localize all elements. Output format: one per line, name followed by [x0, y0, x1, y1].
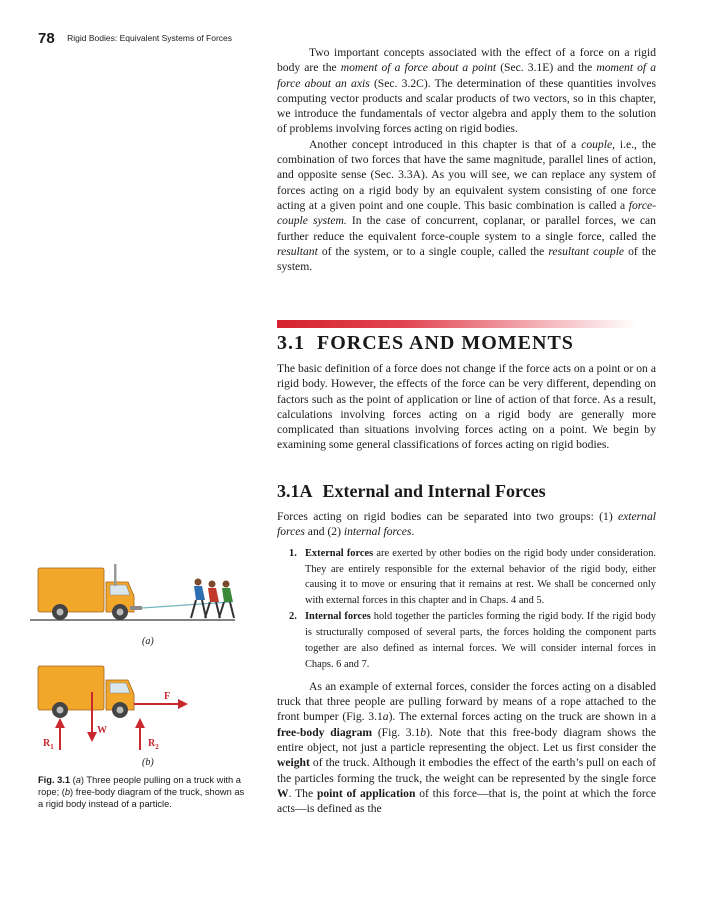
- running-title: Rigid Bodies: Equivalent Systems of Forces: [67, 33, 233, 43]
- subsection-body: [277, 509, 656, 817]
- section-number: 3.1: [277, 332, 305, 354]
- reaction-r2-label: $R_2$: [148, 738, 159, 751]
- intro-paragraph-2: [277, 137, 656, 275]
- section-heading: [277, 332, 574, 355]
- page-header: [38, 30, 232, 48]
- list-item-number: 2.: [289, 611, 297, 623]
- subsection-intro: [277, 509, 656, 540]
- emphasis-text: b: [64, 787, 71, 798]
- text-run: hold together the particles forming the rigid body. If the rigid body is structurally composed of several parts, the forces holding the component parts together are also defined as internal forces. We will consider internal forces in Chaps. 6 and 7.: [305, 611, 656, 670]
- text-run: and (2): [304, 525, 344, 539]
- figure-caption-label: Fig. 3.1: [38, 775, 71, 785]
- section-body: [277, 361, 656, 453]
- people-pulling-icon: [191, 579, 234, 619]
- intro-paragraph-1: [277, 45, 656, 137]
- figure-b-label: (b): [142, 757, 154, 768]
- subsection-number: 3.1A: [277, 481, 313, 501]
- text-run: of the system.: [277, 244, 656, 274]
- text-run: are exerted by other bodies on the rigid body under consideration. They are entirely responsible for the external behavior of the rigid body, either causing it to move or ensuring that it remains at rest. We shall be concerned only with external forces in this chapter and in Chaps. 4 and 5.: [305, 547, 656, 607]
- force-f-label: F: [164, 691, 171, 702]
- emphasis-text: a: [382, 710, 389, 724]
- key-term: weight: [277, 756, 310, 770]
- figure-a-truck-illustration: [30, 556, 240, 636]
- key-term: free-body diagram: [277, 725, 373, 739]
- text-run: (Sec. 3.1E) and the: [496, 61, 597, 75]
- emphasis-text: force-couple system.: [277, 198, 656, 228]
- emphasis-text: couple,: [581, 137, 615, 151]
- key-term: W: [277, 786, 289, 800]
- text-run: of the system, or to a single couple, called the: [317, 244, 549, 258]
- text-run: The basic definition of a force does not change if the force acts on a point or on a rigid body. However, the effects of the force can be very different, depending on factors such as the point of application or line of action of that force. As a result, calculations involving forces acting on a rigid body are generally more complicated than situations involving forces acting on a point. We begin by examining some general classifications of forces acting on rigid bodies.: [277, 362, 656, 452]
- truck-body-icon: [38, 666, 134, 718]
- text-run: .: [411, 525, 415, 539]
- list-item-number: 1.: [289, 547, 297, 559]
- reaction-r2-arrow: [135, 718, 145, 750]
- reaction-r1-arrow: [55, 718, 65, 750]
- key-term: point of application: [316, 786, 416, 800]
- subsection-heading: [277, 481, 546, 502]
- section-rule: [277, 320, 637, 328]
- figure-b-free-body-diagram: [30, 662, 240, 754]
- text-run: ) Three people pulling on a truck with a rope; (: [38, 775, 241, 798]
- page-number: 78: [38, 30, 55, 47]
- emphasis-text: moment of a force about a point: [340, 61, 497, 75]
- text-run: i.e., the combination of two forces that have the same magnitude, parallel lines of action, and opposite sense (Sec. 3.3A). As you will see, we can replace any system of forces acting on a rigid body by an equivalent system consisting of one force acting at a given point and one couple. This basic combination is called a: [277, 137, 656, 212]
- text-run: . The: [288, 786, 317, 800]
- emphasis-text: external forces: [277, 510, 656, 539]
- list-item-text: [305, 611, 656, 670]
- force-f-arrow: [134, 699, 188, 709]
- figure-a-label: (a): [142, 636, 154, 647]
- key-term: Internal forces: [305, 611, 371, 623]
- example-paragraph: [277, 679, 656, 817]
- subsection-title: External and Internal Forces: [322, 481, 546, 501]
- text-run: (: [70, 775, 76, 785]
- emphasis-text: resultant couple: [548, 244, 625, 258]
- figure-caption: [38, 774, 250, 811]
- text-run: (Sec. 3.2C). The determination of these quantities involves computing vector products and scalar products of two vectors, so in this chapter, we introduce the fundamentals of vector algebra and apply them to the solution of problems involving forces acting on rigid bodies.: [277, 76, 656, 136]
- text-run: Two important concepts associated with the effect of a force on a rigid body are the: [277, 46, 656, 75]
- emphasis-text: internal forces: [343, 525, 412, 539]
- weight-w-label: W: [97, 725, 107, 736]
- text-run: of the truck. Although it embodies the effect of the earth’s pull on each of the particles forming the truck, the weight can be represented by the single force: [277, 756, 656, 785]
- text-run: In the case of concurrent, coplanar, or parallel forces, we can further reduce the equivalent force-couple system to a single force, called the: [277, 214, 656, 243]
- text-run: As an example of external forces, consider the forces acting on a disabled truck that three people are pulling forward by means of a rope attached to the front bumper (Fig. 3.1: [277, 679, 656, 724]
- text-run: of this force—that is, the point at which the force acts—is defined as the: [277, 786, 656, 816]
- emphasis-text: moment of a force about an axis: [277, 61, 656, 90]
- emphasis-text: a: [75, 775, 81, 785]
- truck-icon: [38, 564, 142, 620]
- section-title: FORCES AND MOMENTS: [317, 332, 574, 354]
- key-term: External forces: [305, 547, 374, 559]
- emphasis-text: b: [420, 725, 427, 739]
- text-run: Another concept introduced in this chapter is that of a: [309, 137, 582, 151]
- section-paragraph: [277, 361, 656, 453]
- force-types-list: [277, 546, 656, 673]
- text-run: ) free-body diagram of the truck, shown as a rigid body instead of a particle.: [38, 787, 245, 810]
- text-run: (Fig. 3.1: [372, 725, 421, 739]
- text-run: ). The external forces acting on the truck are shown in a: [388, 710, 656, 724]
- intro-text: [277, 45, 656, 274]
- list-item-text: [305, 548, 656, 607]
- list-item: [277, 546, 656, 610]
- reaction-r1-label: $R_1$: [43, 738, 54, 751]
- emphasis-text: resultant: [277, 244, 318, 258]
- text-run: Forces acting on rigid bodies can be separated into two groups: (1): [277, 510, 618, 523]
- text-run: ). Note that this free-body diagram shows the entire object, not just a particle representing the object. Let us first consider the: [277, 725, 657, 755]
- list-item: [277, 609, 656, 673]
